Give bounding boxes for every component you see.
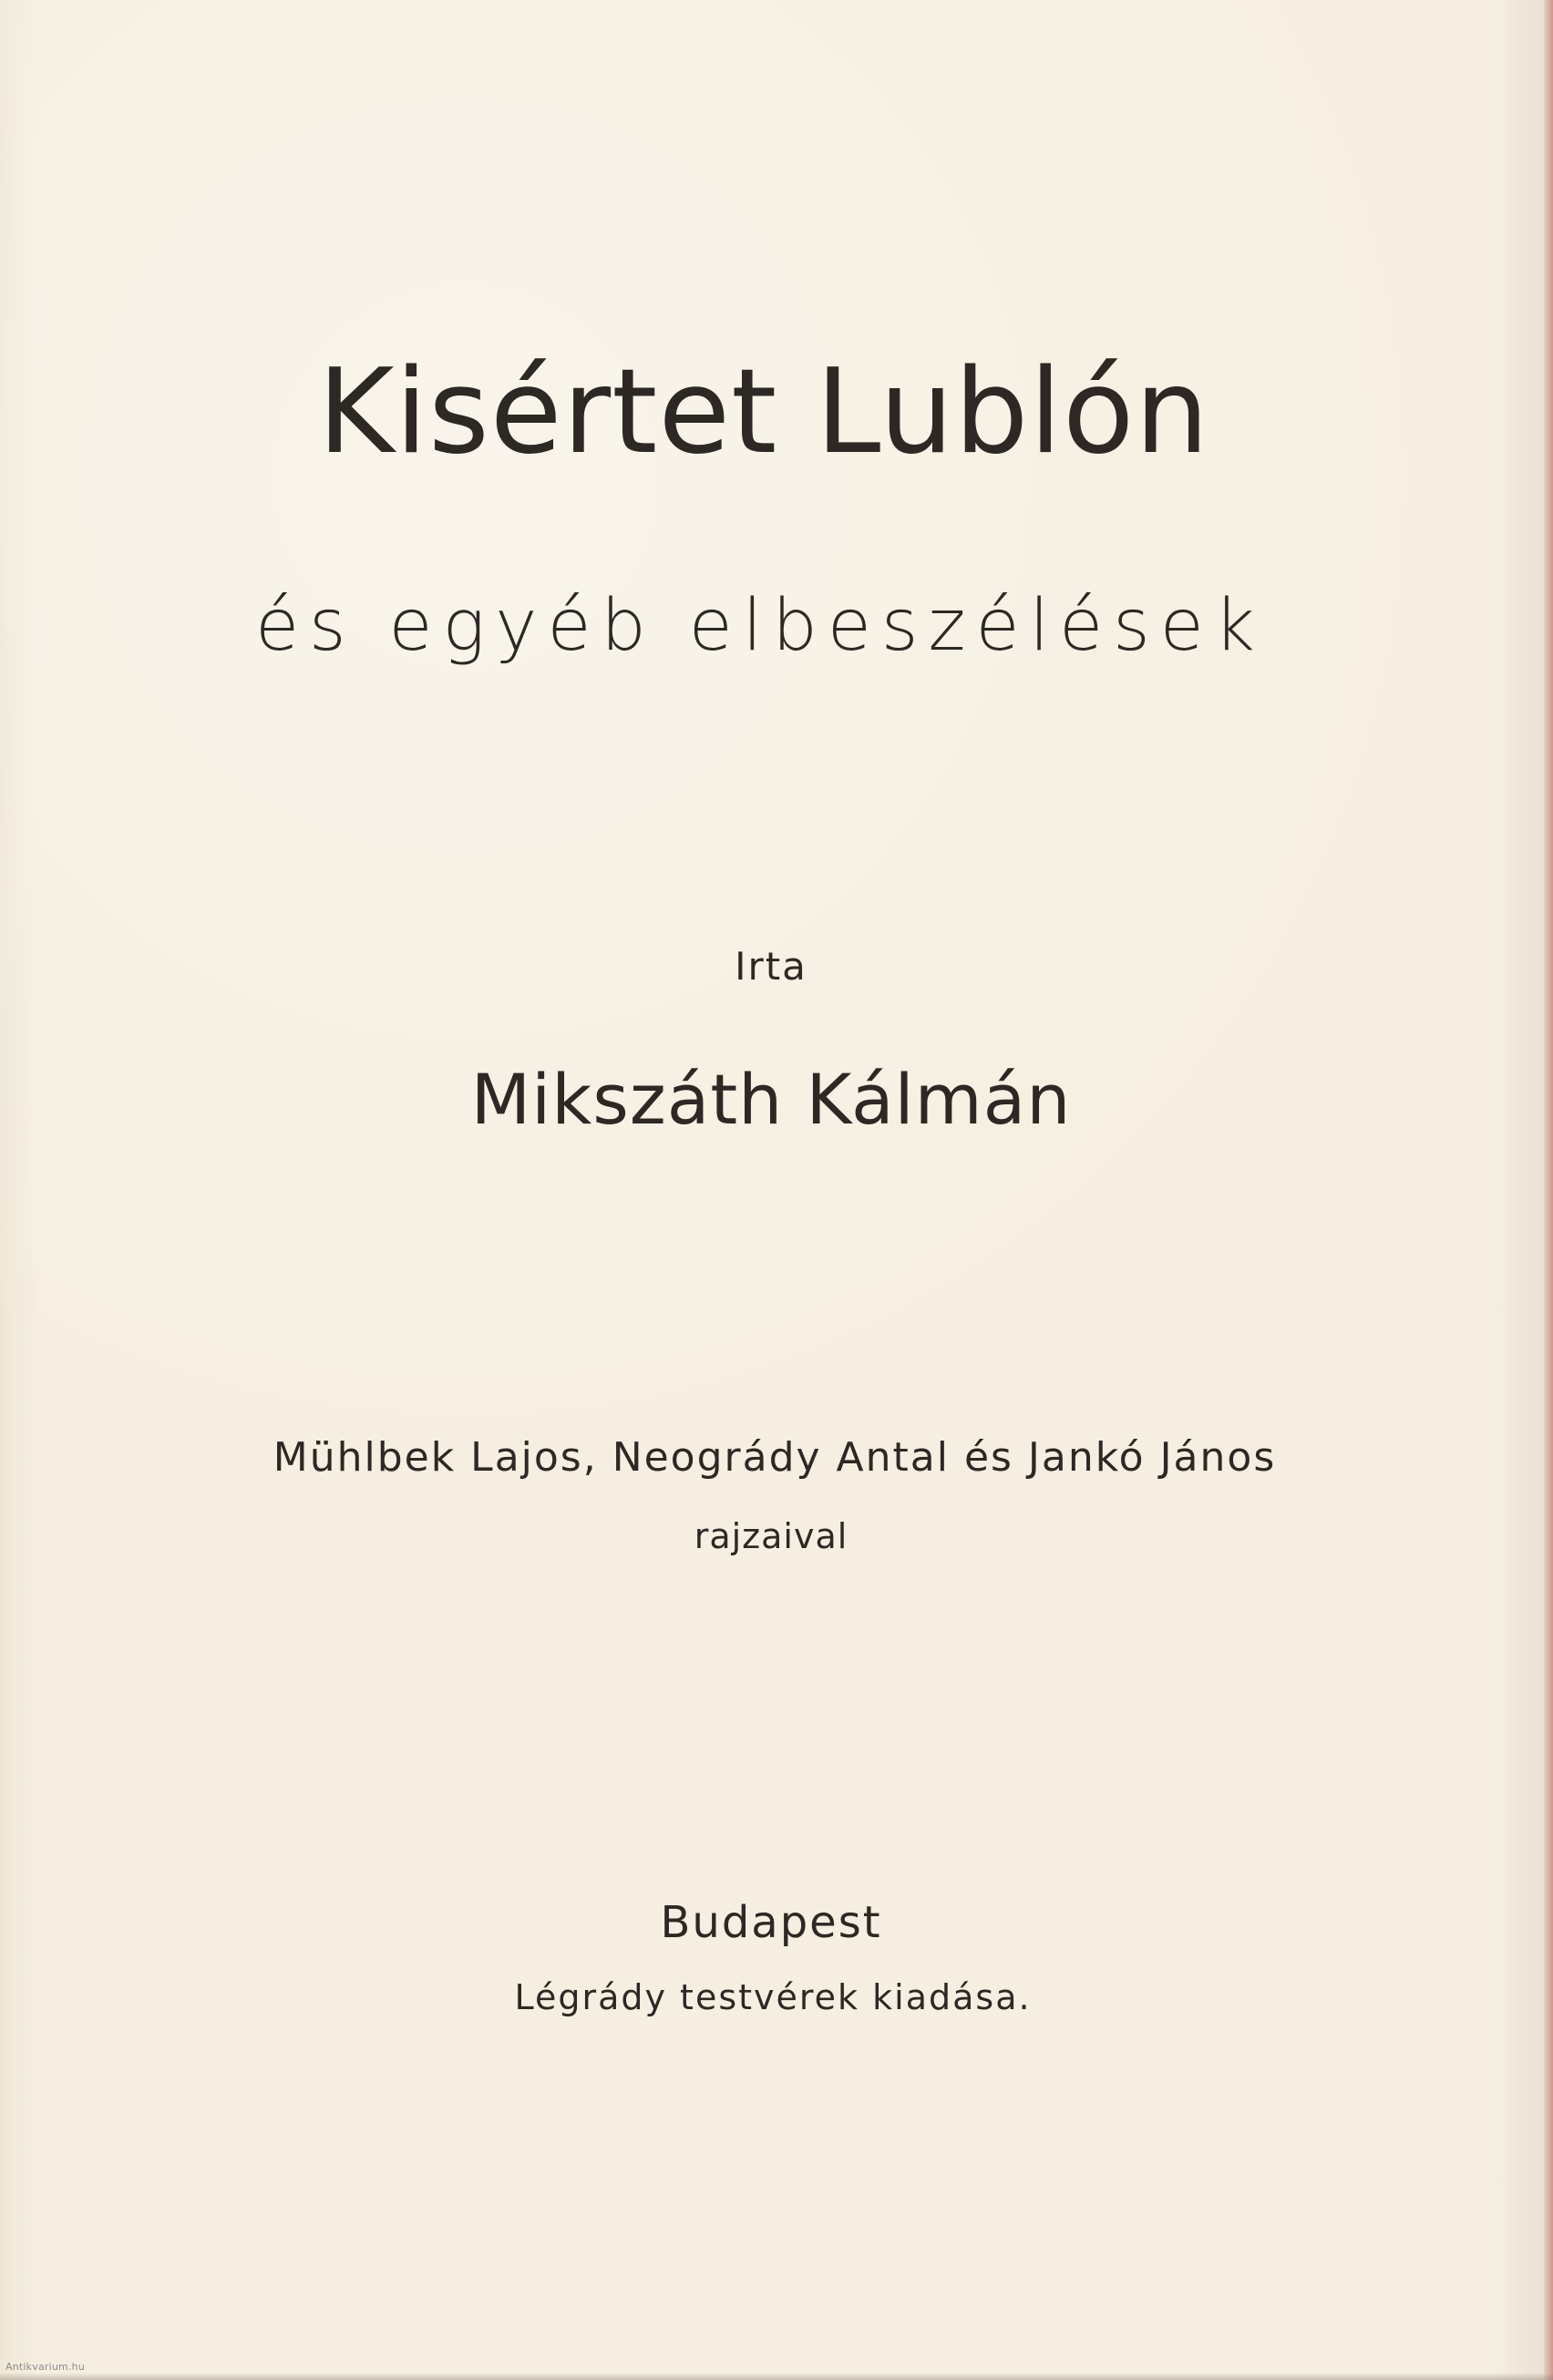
illustrators-line: Mühlbek Lajos, Neogrády Antal és Jankó János — [273, 1434, 1277, 1481]
book-subtitle: és egyéb elbeszélések — [255, 585, 1265, 667]
bottom-page-edge — [0, 2373, 1553, 2380]
illustrators-suffix: rajzaival — [694, 1516, 848, 1556]
right-page-edge — [1544, 0, 1553, 2380]
publisher-line: Légrády testvérek kiadása. — [514, 1977, 1032, 2017]
publication-city: Budapest — [660, 1897, 882, 1948]
book-title: Kisértet Lublón — [317, 344, 1210, 480]
byline: Irta — [735, 944, 807, 989]
author-name: Mikszáth Kálmán — [470, 1059, 1072, 1140]
watermark: Antikvarium.hu — [5, 2361, 85, 2373]
